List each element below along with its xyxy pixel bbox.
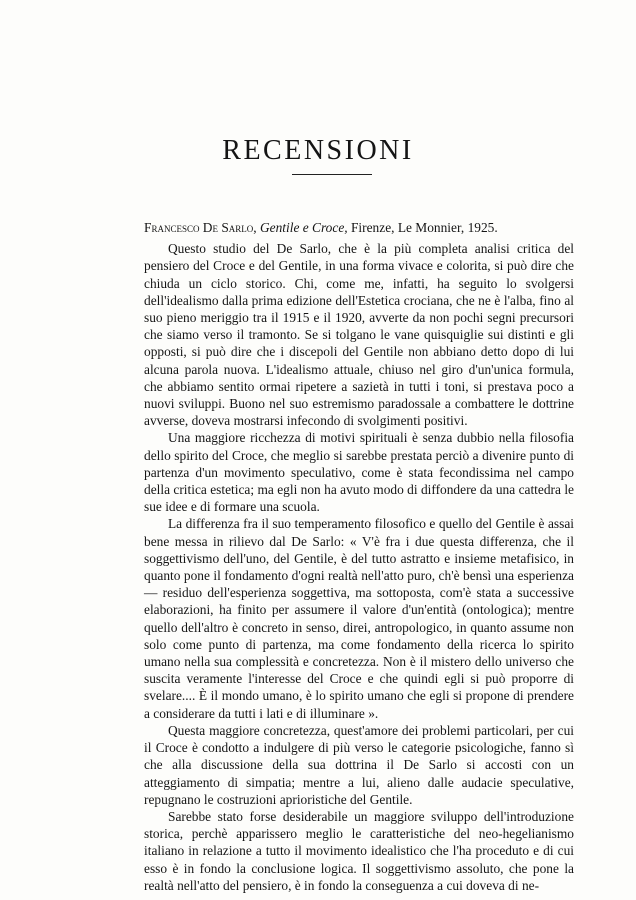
title-underline [292,174,372,175]
review-heading [144,219,574,236]
section-title: RECENSIONI [222,135,414,166]
review-publication: Firenze, Le Monnier, 1925. [350,220,498,235]
review-author: Francesco De Sarlo, [144,220,257,235]
review-paragraph-1: Questo studio del De Sarlo, che è la più completa analisi critica del pensiero del Croce e del Gentile, in una forma vivace e colorita, si può dire che chiuda un ciclo storico. Chi, come me, infatti, ha seguito lo svolgersi dell'idealismo dalla prima edizione dell'Estetica crociana, che ne è l'alba, fino al suo pieno meriggio tra il 1915 e il 1920, avverte da non pochi segni precursori che siamo verso il tramonto. Se si tolgano le vane quisquiglie sui distinti e gli opposti, si può dire che i discepoli del Gentile non abbiano detto dopo di lui alcuna parola nuova. L'idealismo attuale, chiuso nel giro d'un'unica formula, che abbiamo sentito ormai ripetere a sazietà in tutti i toni, si prestava poco a nuovi sviluppi. Buono nel suo estremismo paradossale a combattere le dottrine avverse, doveva mostrarsi infecondo di svolgimenti positivi. [144,241,574,429]
review-paragraph-2: Una maggiore ricchezza di motivi spirituali è senza dubbio nella filosofia dello spirito del Croce, che meglio si sarebbe prestata perciò a divenire punto di partenza d'un movimento speculativo, come è stata fecondissima nel campo della critica estetica; ma egli non ha avuto modo di diffondere da una cattedra le sue idee e di formare una scuola. [144,430,574,515]
review-paragraph-3: La differenza fra il suo temperamento filosofico e quello del Gentile è assai bene messa in rilievo dal De Sarlo: « V'è fra i due questa differenza, che il soggettivismo dell'uno, del Gentile, è del tutto astratto e insieme metafisico, in quanto pone il fondamento d'ogni realtà nell'atto puro, ch'è bensì una esperienza — residuo dell'esperienza soggettiva, ma sottoposta, com'è stata a successive elaborazioni, ha finito per assumere il valore d'un'entità (ontologica); mentre quello dell'altro è concreto in senso, direi, antropologico, in quanto assume non solo come punto di partenza, ma come fondamento della ricerca lo spirito umano nella sua complessità e concretezza. Non è il mistero dello universo che suscita veramente l'interesse del Croce e che quindi egli si può proporre di svelare.... È il mondo umano, è lo spirito umano che egli si propone di prendere a considerare da tutti i lati e di illuminare ». [144,516,574,721]
review-work-title: Gentile e Croce, [259,220,348,235]
review [144,219,574,894]
review-paragraph-5: Sarebbe stato forse desiderabile un maggiore sviluppo dell'introduzione storica, perchè apparissero meglio le caratteristiche del neo-hegelianismo italiano in relazione a tutto il movimento idealistico che l'ha proceduto e di cui esso è in fondo la conclusione logica. Il soggettivismo assoluto, che pone la realtà nell'atto del pensiero, è in fondo la conseguenza a cui doveva di ne- [144,808,574,893]
review-paragraph-4: Questa maggiore concretezza, quest'amore dei problemi particolari, per cui il Croce è condotto a indulgere di più verso le categorie psicologiche, fanno sì che alla discussione della sua dottrina il De Sarlo si accosti con un atteggiamento di simpatia; mentre a lui, alieno dalle audacie speculative, repugnano le costruzioni aprioristiche del Gentile. [144,722,574,807]
